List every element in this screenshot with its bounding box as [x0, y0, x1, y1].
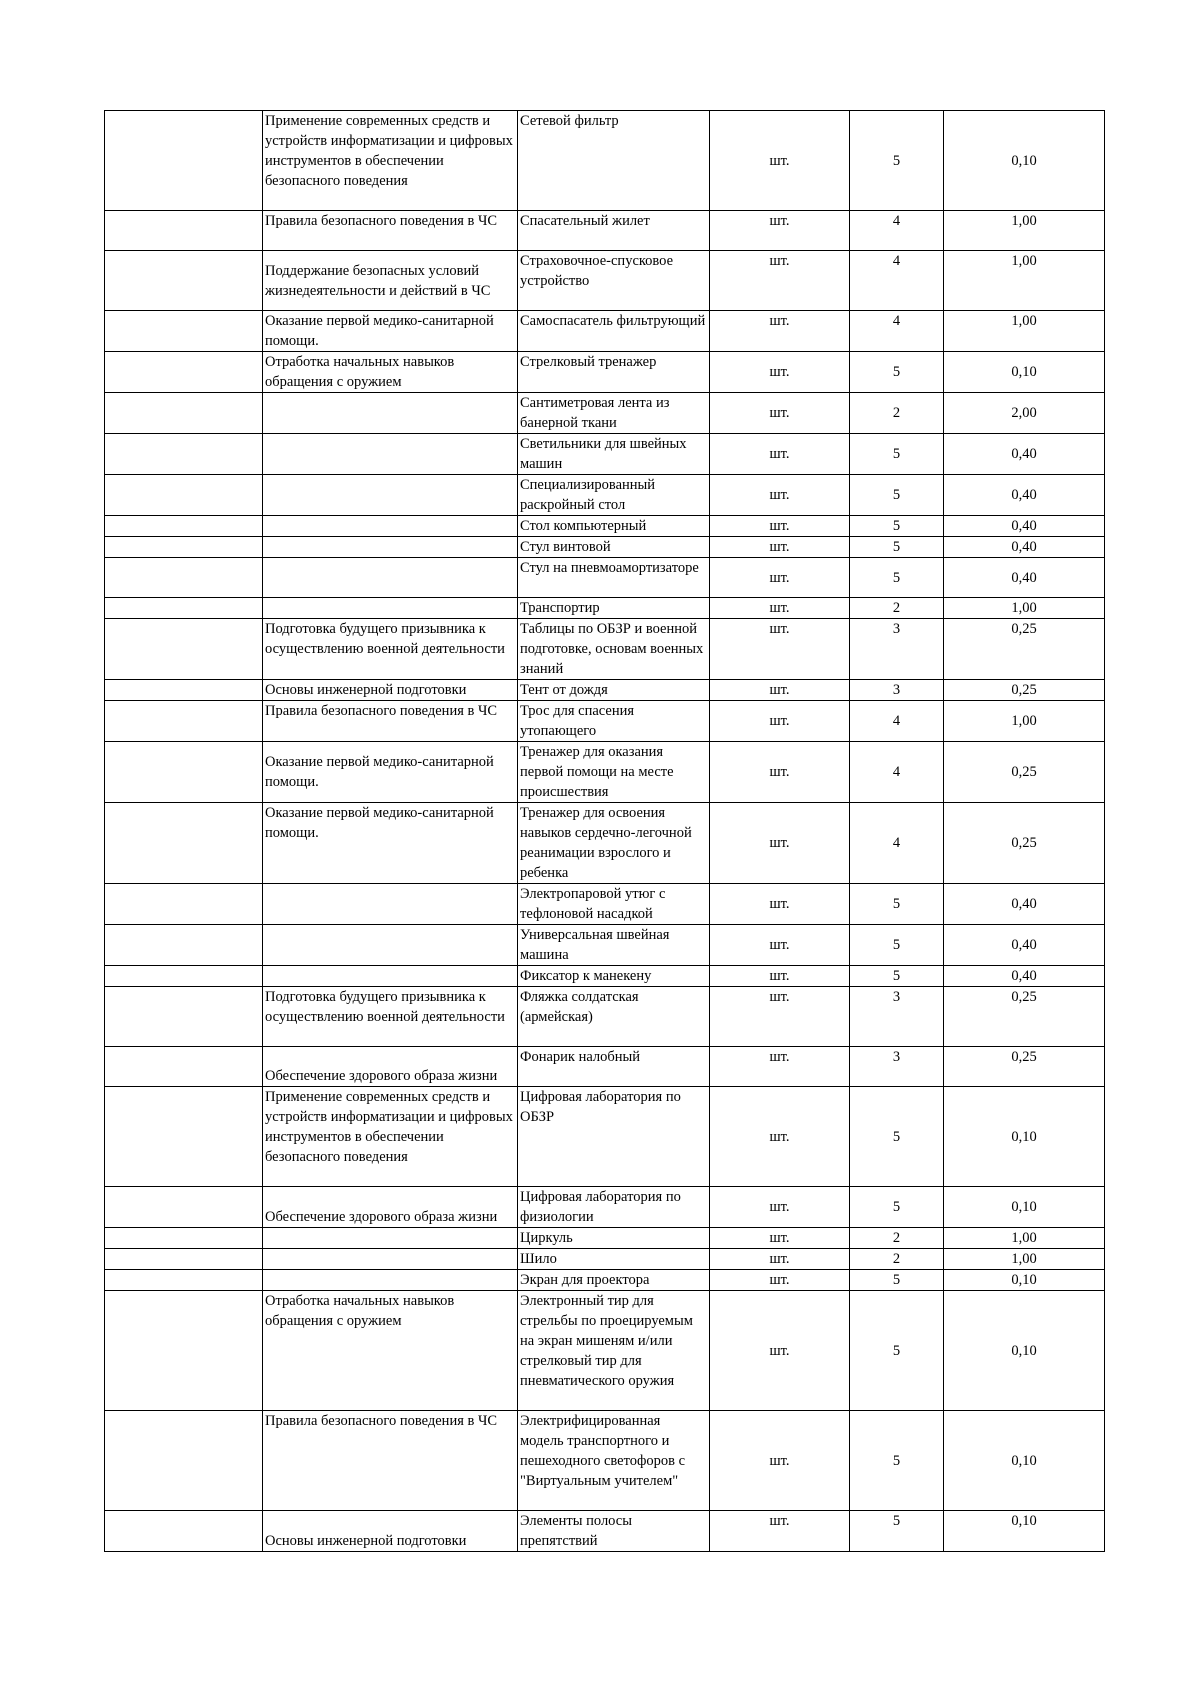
topic-cell	[263, 393, 518, 434]
table-row	[105, 803, 1105, 884]
item-cell: Сантиметровая лента из банерной ткани	[518, 393, 710, 434]
unit-cell: шт.	[710, 1047, 850, 1087]
quantity-cell: 5	[850, 1411, 944, 1511]
item-cell: Циркуль	[518, 1228, 710, 1249]
norm-cell: 1,00	[944, 1228, 1105, 1249]
topic-cell	[263, 925, 518, 966]
quantity-cell: 4	[850, 211, 944, 251]
empty-cell	[105, 884, 263, 925]
unit-cell: шт.	[710, 598, 850, 619]
norm-cell: 1,00	[944, 598, 1105, 619]
norm-cell: 1,00	[944, 1249, 1105, 1270]
unit-cell: шт.	[710, 1228, 850, 1249]
quantity-cell: 5	[850, 884, 944, 925]
item-cell: Таблицы по ОБЗР и военной подготовке, основам военных знаний	[518, 619, 710, 680]
table-row	[105, 1411, 1105, 1511]
empty-cell	[105, 598, 263, 619]
quantity-cell: 5	[850, 558, 944, 598]
quantity-cell: 5	[850, 1187, 944, 1228]
topic-cell	[263, 434, 518, 475]
unit-cell: шт.	[710, 680, 850, 701]
quantity-cell: 2	[850, 1249, 944, 1270]
table-row	[105, 251, 1105, 311]
table-row	[105, 311, 1105, 352]
norm-cell: 0,25	[944, 742, 1105, 803]
empty-cell	[105, 803, 263, 884]
norm-cell: 0,10	[944, 1087, 1105, 1187]
empty-cell	[105, 1270, 263, 1291]
item-cell: Светильники для швейных машин	[518, 434, 710, 475]
topic-cell: Подготовка будущего призывника к осуществлению военной деятельности	[263, 619, 518, 680]
empty-cell	[105, 987, 263, 1047]
quantity-cell: 3	[850, 680, 944, 701]
topic-cell	[263, 475, 518, 516]
topic-cell: Применение современных средств и устройств информатизации и цифровых инструментов в обеспечении безопасного поведения	[263, 1087, 518, 1187]
empty-cell	[105, 211, 263, 251]
table-row	[105, 1087, 1105, 1187]
item-cell: Стул на пневмоамортизаторе	[518, 558, 710, 598]
table-row	[105, 1291, 1105, 1411]
empty-cell	[105, 1411, 263, 1511]
quantity-cell: 3	[850, 619, 944, 680]
norm-cell: 1,00	[944, 311, 1105, 352]
quantity-cell: 5	[850, 111, 944, 211]
table-row	[105, 884, 1105, 925]
empty-cell	[105, 1228, 263, 1249]
empty-cell	[105, 393, 263, 434]
topic-cell: Правила безопасного поведения в ЧС	[263, 1411, 518, 1511]
empty-cell	[105, 251, 263, 311]
norm-cell: 0,40	[944, 925, 1105, 966]
norm-cell: 0,10	[944, 1291, 1105, 1411]
topic-cell	[263, 966, 518, 987]
empty-cell	[105, 434, 263, 475]
table-row	[105, 537, 1105, 558]
table-row	[105, 111, 1105, 211]
norm-cell: 0,10	[944, 111, 1105, 211]
item-cell: Шило	[518, 1249, 710, 1270]
unit-cell: шт.	[710, 475, 850, 516]
item-cell: Электропаровой утюг с тефлоновой насадкой	[518, 884, 710, 925]
norm-cell: 0,25	[944, 680, 1105, 701]
norm-cell: 0,25	[944, 987, 1105, 1047]
topic-cell: Оказание первой медико-санитарной помощи.	[263, 742, 518, 803]
equipment-table	[104, 110, 1105, 1552]
item-cell: Трос для спасения утопающего	[518, 701, 710, 742]
norm-cell: 0,40	[944, 516, 1105, 537]
topic-cell: Основы инженерной подготовки	[263, 680, 518, 701]
table-row	[105, 1270, 1105, 1291]
quantity-cell: 5	[850, 1087, 944, 1187]
empty-cell	[105, 701, 263, 742]
table-row	[105, 516, 1105, 537]
item-cell: Элементы полосы препятствий	[518, 1511, 710, 1552]
item-cell: Стол компьютерный	[518, 516, 710, 537]
norm-cell: 0,25	[944, 803, 1105, 884]
topic-cell: Оказание первой медико-санитарной помощи.	[263, 803, 518, 884]
table-row	[105, 352, 1105, 393]
norm-cell: 0,10	[944, 1187, 1105, 1228]
quantity-cell: 5	[850, 1270, 944, 1291]
unit-cell: шт.	[710, 925, 850, 966]
norm-cell: 0,40	[944, 537, 1105, 558]
item-cell: Стрелковый тренажер	[518, 352, 710, 393]
topic-cell: Правила безопасного поведения в ЧС	[263, 701, 518, 742]
unit-cell: шт.	[710, 1291, 850, 1411]
quantity-cell: 3	[850, 987, 944, 1047]
topic-cell	[263, 884, 518, 925]
empty-cell	[105, 1087, 263, 1187]
norm-cell: 0,40	[944, 884, 1105, 925]
table-row	[105, 966, 1105, 987]
unit-cell: шт.	[710, 434, 850, 475]
topic-cell	[263, 598, 518, 619]
unit-cell: шт.	[710, 966, 850, 987]
item-cell: Стул винтовой	[518, 537, 710, 558]
quantity-cell: 4	[850, 311, 944, 352]
norm-cell: 2,00	[944, 393, 1105, 434]
topic-cell: Отработка начальных навыков обращения с оружием	[263, 1291, 518, 1411]
empty-cell	[105, 1291, 263, 1411]
empty-cell	[105, 680, 263, 701]
empty-cell	[105, 352, 263, 393]
table-row	[105, 558, 1105, 598]
table-row	[105, 701, 1105, 742]
quantity-cell: 5	[850, 516, 944, 537]
item-cell: Самоспасатель фильтрующий	[518, 311, 710, 352]
unit-cell: шт.	[710, 1249, 850, 1270]
item-cell: Тренажер для оказания первой помощи на месте происшествия	[518, 742, 710, 803]
norm-cell: 0,10	[944, 352, 1105, 393]
quantity-cell: 2	[850, 1228, 944, 1249]
empty-cell	[105, 516, 263, 537]
norm-cell: 0,40	[944, 558, 1105, 598]
norm-cell: 0,40	[944, 434, 1105, 475]
norm-cell: 0,25	[944, 619, 1105, 680]
norm-cell: 0,40	[944, 475, 1105, 516]
quantity-cell: 5	[850, 537, 944, 558]
item-cell: Электрифицированная модель транспортного и пешеходного светофоров с "Виртуальным учителем"	[518, 1411, 710, 1511]
item-cell: Специализированный раскройный стол	[518, 475, 710, 516]
topic-cell: Поддержание безопасных условий жизнедеятельности и действий в ЧС	[263, 251, 518, 311]
table-row	[105, 680, 1105, 701]
table-row	[105, 1249, 1105, 1270]
unit-cell: шт.	[710, 803, 850, 884]
table-row	[105, 393, 1105, 434]
topic-cell: Отработка начальных навыков обращения с оружием	[263, 352, 518, 393]
table-row	[105, 1228, 1105, 1249]
unit-cell: шт.	[710, 987, 850, 1047]
unit-cell: шт.	[710, 884, 850, 925]
table-row	[105, 434, 1105, 475]
quantity-cell: 2	[850, 393, 944, 434]
unit-cell: шт.	[710, 742, 850, 803]
unit-cell: шт.	[710, 701, 850, 742]
topic-cell	[263, 537, 518, 558]
item-cell: Тренажер для освоения навыков сердечно-легочной реанимации взрослого и ребенка	[518, 803, 710, 884]
topic-cell: Подготовка будущего призывника к осуществлению военной деятельности	[263, 987, 518, 1047]
item-cell: Сетевой фильтр	[518, 111, 710, 211]
unit-cell: шт.	[710, 558, 850, 598]
empty-cell	[105, 1511, 263, 1552]
item-cell: Цифровая лаборатория по ОБЗР	[518, 1087, 710, 1187]
empty-cell	[105, 742, 263, 803]
topic-cell	[263, 1270, 518, 1291]
item-cell: Транспортир	[518, 598, 710, 619]
quantity-cell: 4	[850, 803, 944, 884]
quantity-cell: 3	[850, 1047, 944, 1087]
item-cell: Страховочное-спусковое устройство	[518, 251, 710, 311]
table-row	[105, 1047, 1105, 1087]
unit-cell: шт.	[710, 537, 850, 558]
unit-cell: шт.	[710, 211, 850, 251]
empty-cell	[105, 1187, 263, 1228]
item-cell: Спасательный жилет	[518, 211, 710, 251]
empty-cell	[105, 619, 263, 680]
quantity-cell: 5	[850, 1291, 944, 1411]
empty-cell	[105, 1047, 263, 1087]
norm-cell: 0,10	[944, 1270, 1105, 1291]
unit-cell: шт.	[710, 619, 850, 680]
item-cell: Электронный тир для стрельбы по проецируемым на экран мишеням и/или стрелковый тир для пневматического оружия	[518, 1291, 710, 1411]
empty-cell	[105, 311, 263, 352]
unit-cell: шт.	[710, 251, 850, 311]
norm-cell: 0,40	[944, 966, 1105, 987]
table-row	[105, 598, 1105, 619]
item-cell: Фиксатор к манекену	[518, 966, 710, 987]
empty-cell	[105, 1249, 263, 1270]
quantity-cell: 4	[850, 742, 944, 803]
topic-cell	[263, 1228, 518, 1249]
topic-cell: Правила безопасного поведения в ЧС	[263, 211, 518, 251]
quantity-cell: 5	[850, 475, 944, 516]
empty-cell	[105, 475, 263, 516]
item-cell: Универсальная швейная машина	[518, 925, 710, 966]
table-row	[105, 211, 1105, 251]
table-row	[105, 987, 1105, 1047]
item-cell: Цифровая лаборатория по физиологии	[518, 1187, 710, 1228]
quantity-cell: 5	[850, 434, 944, 475]
unit-cell: шт.	[710, 311, 850, 352]
unit-cell: шт.	[710, 1270, 850, 1291]
empty-cell	[105, 558, 263, 598]
norm-cell: 0,10	[944, 1511, 1105, 1552]
item-cell: Тент от дождя	[518, 680, 710, 701]
unit-cell: шт.	[710, 1411, 850, 1511]
topic-cell: Применение современных средств и устройств информатизации и цифровых инструментов в обеспечении безопасного поведения	[263, 111, 518, 211]
quantity-cell: 4	[850, 251, 944, 311]
item-cell: Фляжка солдатская (армейская)	[518, 987, 710, 1047]
item-cell: Экран для проектора	[518, 1270, 710, 1291]
unit-cell: шт.	[710, 1087, 850, 1187]
table-row	[105, 1511, 1105, 1552]
empty-cell	[105, 925, 263, 966]
norm-cell: 1,00	[944, 251, 1105, 311]
topic-cell	[263, 558, 518, 598]
norm-cell: 0,10	[944, 1411, 1105, 1511]
topic-cell	[263, 1249, 518, 1270]
table-row	[105, 742, 1105, 803]
unit-cell: шт.	[710, 352, 850, 393]
quantity-cell: 5	[850, 925, 944, 966]
norm-cell: 1,00	[944, 701, 1105, 742]
unit-cell: шт.	[710, 1187, 850, 1228]
topic-cell	[263, 516, 518, 537]
norm-cell: 0,25	[944, 1047, 1105, 1087]
item-cell: Фонарик налобный	[518, 1047, 710, 1087]
table-row	[105, 1187, 1105, 1228]
table-row	[105, 475, 1105, 516]
empty-cell	[105, 111, 263, 211]
table-row	[105, 925, 1105, 966]
unit-cell: шт.	[710, 393, 850, 434]
quantity-cell: 4	[850, 701, 944, 742]
quantity-cell: 5	[850, 966, 944, 987]
unit-cell: шт.	[710, 516, 850, 537]
topic-cell: Обеспечение здорового образа жизни	[263, 1187, 518, 1228]
unit-cell: шт.	[710, 111, 850, 211]
unit-cell: шт.	[710, 1511, 850, 1552]
topic-cell: Основы инженерной подготовки	[263, 1511, 518, 1552]
table-row	[105, 619, 1105, 680]
quantity-cell: 5	[850, 352, 944, 393]
quantity-cell: 5	[850, 1511, 944, 1552]
norm-cell: 1,00	[944, 211, 1105, 251]
quantity-cell: 2	[850, 598, 944, 619]
empty-cell	[105, 966, 263, 987]
topic-cell: Обеспечение здорового образа жизни	[263, 1047, 518, 1087]
topic-cell: Оказание первой медико-санитарной помощи.	[263, 311, 518, 352]
empty-cell	[105, 537, 263, 558]
